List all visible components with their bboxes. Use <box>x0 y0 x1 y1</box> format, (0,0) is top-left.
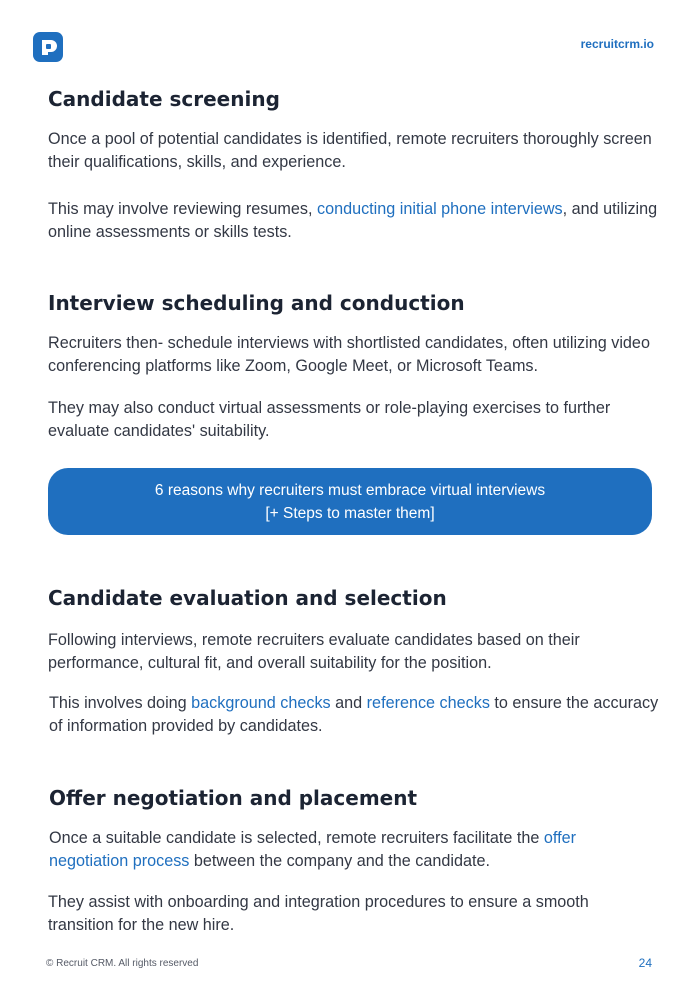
text-span: This involves doing <box>49 694 192 712</box>
text-span: between the company and the candidate. <box>189 852 490 870</box>
site-url[interactable]: recruitcrm.io <box>580 37 654 51</box>
brand-logo <box>33 32 63 62</box>
section-2-paragraph-1: Recruiters then- schedule interviews with shortlisted candidates, often utilizing video conferencing platforms like Zoom, Google Meet, or Microsoft Teams. <box>48 334 650 375</box>
virtual-interviews-cta-button[interactable] <box>48 468 652 535</box>
section-heading-candidate-evaluation: Candidate evaluation and selection <box>48 586 447 610</box>
link-offer-negotiation[interactable]: offer negotiation process <box>49 829 576 870</box>
section-heading-candidate-screening: Candidate screening <box>48 87 280 111</box>
text-span: , and utilizing online assessments or skills tests. <box>48 200 658 241</box>
page-number: 24 <box>638 956 652 970</box>
text-span: and <box>330 694 367 712</box>
footer-copyright: © Recruit CRM. All rights reserved <box>46 958 199 969</box>
text-span: to ensure the accuracy of information provided by candidates. <box>49 694 659 735</box>
section-4-paragraph-2: They assist with onboarding and integration procedures to ensure a smooth transition for the new hire. <box>48 893 589 934</box>
section-3-paragraph-1: Following interviews, remote recruiters evaluate candidates based on their performance, cultural fit, and overall suitability for the position. <box>48 631 580 672</box>
section-heading-interview-scheduling: Interview scheduling and conduction <box>48 291 465 315</box>
section-3-paragraph-2 <box>49 692 659 738</box>
link-background-checks[interactable]: background checks <box>191 694 331 712</box>
section-4-paragraph-1 <box>49 827 659 873</box>
logo-mark-icon <box>33 32 63 62</box>
section-1-paragraph-1: Once a pool of potential candidates is identified, remote recruiters thoroughly screen their qualifications, skills, and experience. <box>48 130 652 171</box>
text-span: This may involve reviewing resumes, <box>48 200 317 218</box>
section-1-paragraph-2 <box>48 198 658 244</box>
text-span: Once a suitable candidate is selected, remote recruiters facilitate the <box>49 829 544 847</box>
section-heading-offer-negotiation: Offer negotiation and placement <box>49 786 418 810</box>
section-2-paragraph-2: They may also conduct virtual assessments or role-playing exercises to further evaluate candidates' suitability. <box>48 399 611 440</box>
link-phone-interviews[interactable]: conducting initial phone interviews <box>316 200 563 218</box>
cta-line-1: 6 reasons why recruiters must embrace virtual interviews <box>154 481 546 499</box>
link-reference-checks[interactable]: reference checks <box>366 694 490 712</box>
cta-line-2: [+ Steps to master them] <box>265 504 435 522</box>
